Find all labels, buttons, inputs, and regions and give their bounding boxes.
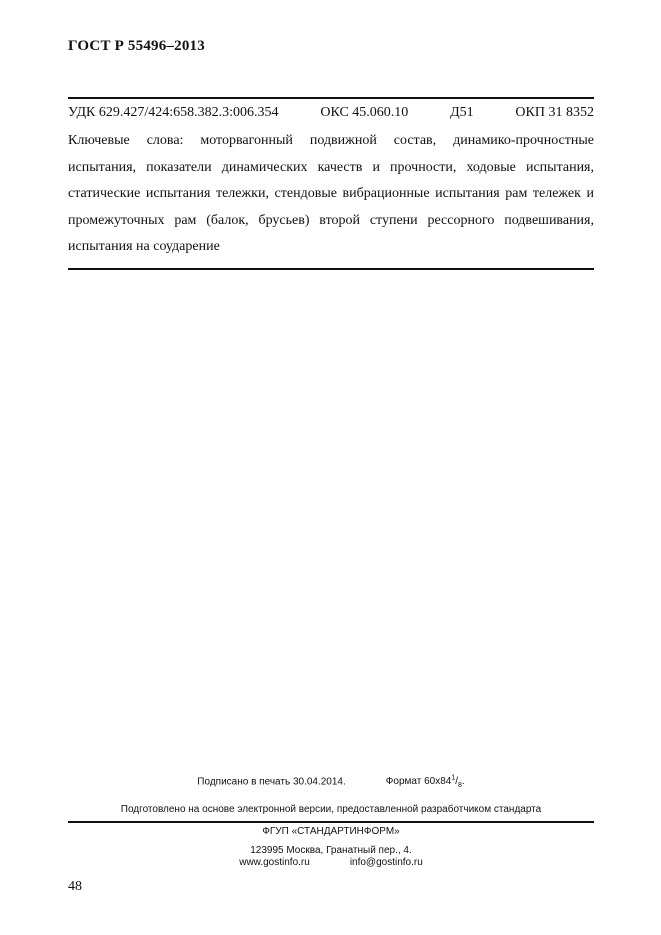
bottom-divider: [68, 268, 594, 270]
top-divider: [68, 97, 594, 99]
okp-code: ОКП 31 8352: [515, 105, 594, 120]
email-link[interactable]: info@gostinfo.ru: [349, 857, 423, 868]
group-code: Д51: [450, 105, 474, 120]
imprint-signed-line: [68, 775, 594, 789]
publisher-address: 123995 Москва, Гранатный пер., 4.: [250, 845, 412, 856]
udc-code: УДК 629.427/424:658.382.3:006.354: [68, 105, 279, 120]
oks-code: ОКС 45.060.10: [320, 105, 409, 120]
publisher-name: ФГУП «СТАНДАРТИНФОРМ»: [262, 826, 400, 837]
imprint-divider: [68, 821, 594, 823]
keywords-paragraph: Ключевые слова: моторвагонный подвижной состав, динамико-прочностные испытания, показатели динамических качеств и прочности, ходовые испытания, статические испытания тележки, стендовые вибрационные испытания рам тележек и промежуточных рам (балок, брусьев) второй ступени рессорного подвешивания, испытания на соударение: [68, 133, 594, 254]
paper-format: Формат $60x84^1/_8$.: [385, 775, 465, 790]
page-number: 48: [68, 879, 82, 894]
prepared-note: Подготовлено на основе электронной версии, предоставленной разработчиком стандарта: [120, 804, 542, 815]
format-denominator: 8: [458, 782, 462, 790]
website-link[interactable]: www.gostinfo.ru: [239, 857, 310, 868]
publisher-contacts: [68, 857, 594, 868]
signed-date: Подписано в печать 30.04.2014.: [197, 776, 346, 788]
format-numerator: 1: [451, 775, 456, 782]
document-header: ГОСТ Р 55496–2013: [68, 38, 205, 54]
classification-row: [68, 105, 594, 121]
